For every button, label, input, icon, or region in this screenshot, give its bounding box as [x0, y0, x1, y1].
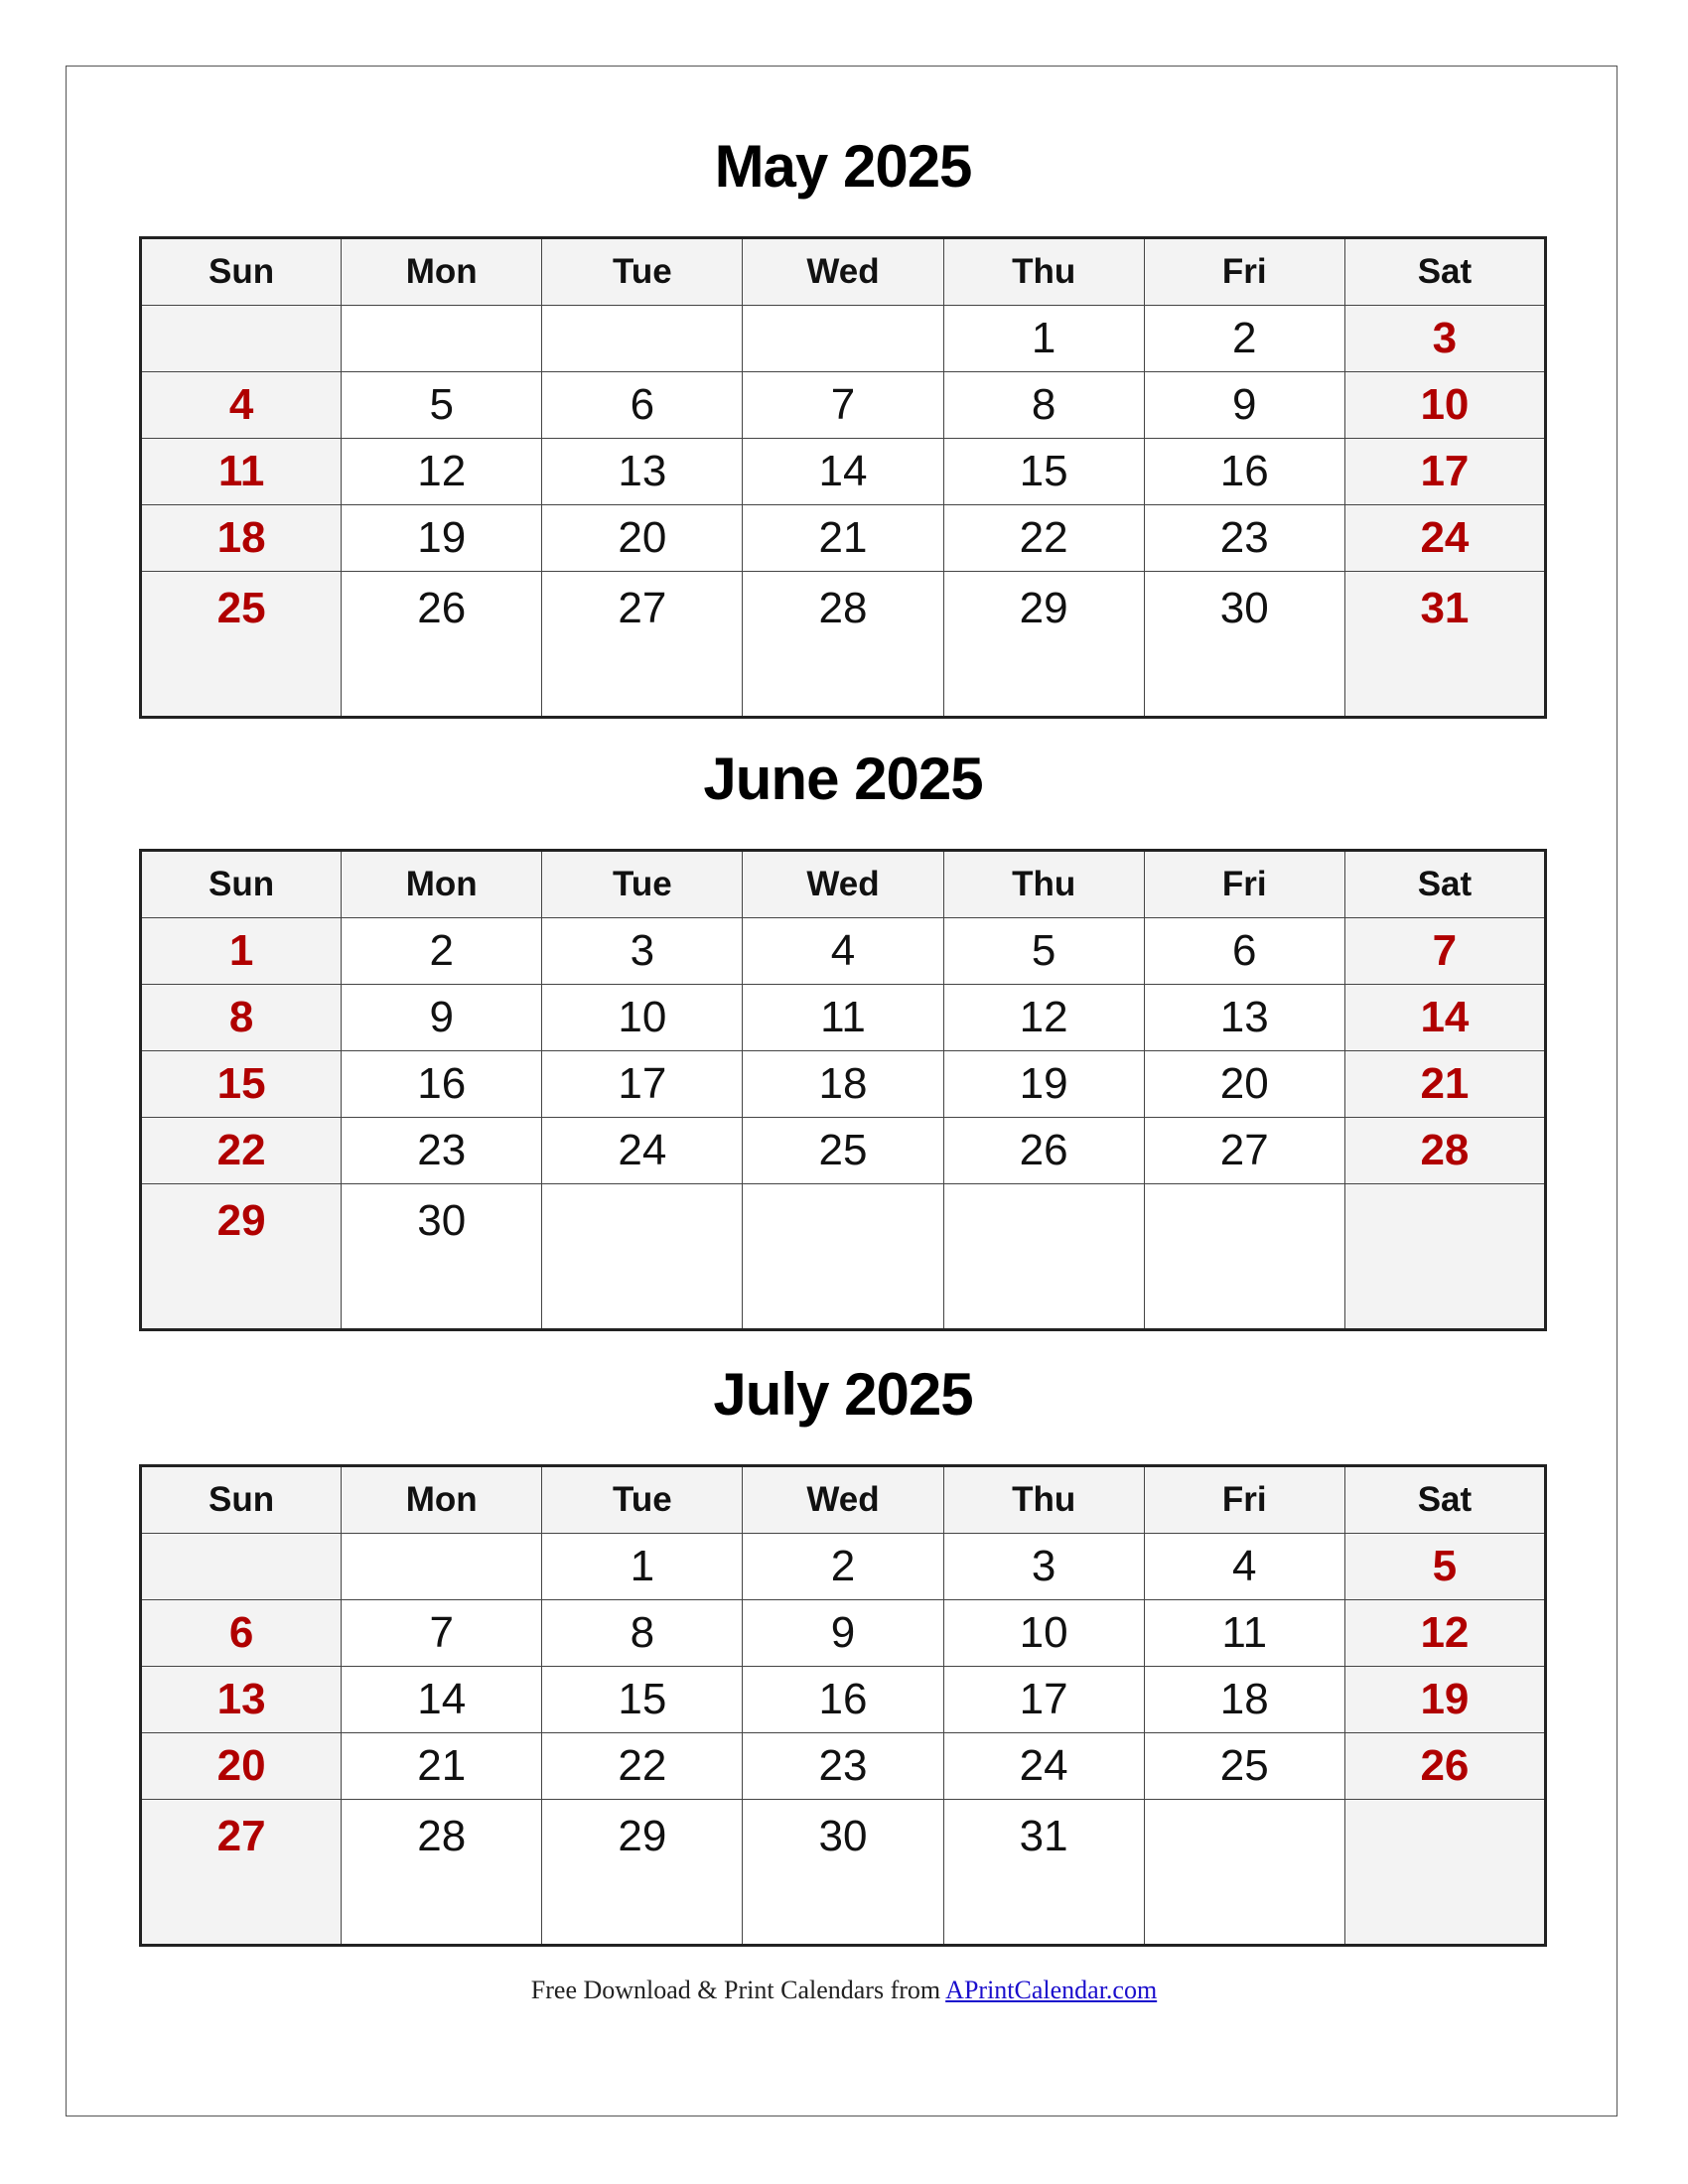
- weekday-header: Wed: [743, 851, 943, 918]
- day-cell: 26: [1344, 1733, 1545, 1800]
- day-cell: 5: [1344, 1534, 1545, 1600]
- weekday-header: Mon: [342, 851, 542, 918]
- day-cell: 24: [943, 1733, 1144, 1800]
- day-cell: 5: [943, 918, 1144, 985]
- day-cell: 23: [342, 1118, 542, 1184]
- day-cell: 14: [1344, 985, 1545, 1051]
- weekday-header: Sat: [1344, 1466, 1545, 1534]
- day-cell: [943, 1184, 1144, 1330]
- weekday-header-row: [141, 238, 1546, 306]
- week-row: [141, 985, 1546, 1051]
- day-cell: 20: [542, 505, 743, 572]
- day-cell: 10: [542, 985, 743, 1051]
- day-cell: 22: [542, 1733, 743, 1800]
- day-cell: 1: [943, 306, 1144, 372]
- weekday-header: Wed: [743, 238, 943, 306]
- day-cell: 23: [1144, 505, 1344, 572]
- day-cell: 2: [342, 918, 542, 985]
- day-cell: 9: [342, 985, 542, 1051]
- day-cell: 13: [141, 1667, 342, 1733]
- day-cell: 2: [743, 1534, 943, 1600]
- day-cell: 12: [342, 439, 542, 505]
- day-cell: [1344, 1800, 1545, 1946]
- week-row: [141, 372, 1546, 439]
- weekday-header: Fri: [1144, 238, 1344, 306]
- month-title: June 2025: [703, 746, 983, 812]
- day-cell: 6: [1144, 918, 1344, 985]
- weekday-header: Tue: [542, 851, 743, 918]
- day-cell: 29: [141, 1184, 342, 1330]
- week-row: [141, 439, 1546, 505]
- day-cell: 6: [542, 372, 743, 439]
- week-row: [141, 1118, 1546, 1184]
- day-cell: [1144, 1800, 1344, 1946]
- day-cell: 20: [1144, 1051, 1344, 1118]
- day-cell: 28: [743, 572, 943, 718]
- day-cell: 10: [943, 1600, 1144, 1667]
- month-block: [139, 119, 1547, 719]
- day-cell: [542, 1184, 743, 1330]
- day-cell: 30: [1144, 572, 1344, 718]
- day-cell: 5: [342, 372, 542, 439]
- month-grid: [139, 1464, 1547, 1947]
- day-cell: 3: [943, 1534, 1144, 1600]
- month-block: [139, 732, 1547, 1331]
- day-cell: 21: [342, 1733, 542, 1800]
- day-cell: 18: [141, 505, 342, 572]
- day-cell: [141, 306, 342, 372]
- day-cell: 22: [141, 1118, 342, 1184]
- weekday-header: Thu: [943, 851, 1144, 918]
- day-cell: 1: [542, 1534, 743, 1600]
- day-cell: 8: [542, 1600, 743, 1667]
- weekday-header: Sun: [141, 238, 342, 306]
- day-cell: 25: [141, 572, 342, 718]
- weekday-header: Fri: [1144, 1466, 1344, 1534]
- day-cell: 16: [743, 1667, 943, 1733]
- day-cell: 16: [342, 1051, 542, 1118]
- day-cell: 26: [943, 1118, 1144, 1184]
- day-cell: 8: [943, 372, 1144, 439]
- day-cell: 7: [743, 372, 943, 439]
- day-cell: 13: [1144, 985, 1344, 1051]
- day-cell: [743, 306, 943, 372]
- week-row: [141, 1184, 1546, 1330]
- week-row: [141, 1534, 1546, 1600]
- week-row: [141, 505, 1546, 572]
- week-row: [141, 1733, 1546, 1800]
- week-row: [141, 572, 1546, 718]
- month-grid: [139, 236, 1547, 719]
- weekday-header: Mon: [342, 1466, 542, 1534]
- weekday-header: Sun: [141, 851, 342, 918]
- footer-link[interactable]: APrintCalendar.com: [945, 1976, 1158, 2004]
- weekday-header: Sat: [1344, 238, 1545, 306]
- footer-text: Free Download & Print Calendars from: [530, 1976, 946, 2004]
- week-row: [141, 1667, 1546, 1733]
- month-block: [139, 1347, 1547, 1947]
- weekday-header: Sun: [141, 1466, 342, 1534]
- day-cell: 28: [1344, 1118, 1545, 1184]
- day-cell: 26: [342, 572, 542, 718]
- day-cell: 25: [1144, 1733, 1344, 1800]
- day-cell: 21: [1344, 1051, 1545, 1118]
- day-cell: 15: [542, 1667, 743, 1733]
- day-cell: 19: [943, 1051, 1144, 1118]
- day-cell: 25: [743, 1118, 943, 1184]
- day-cell: 3: [1344, 306, 1545, 372]
- day-cell: 31: [943, 1800, 1144, 1946]
- week-row: [141, 1051, 1546, 1118]
- day-cell: 1: [141, 918, 342, 985]
- day-cell: [542, 306, 743, 372]
- day-cell: 31: [1344, 572, 1545, 718]
- day-cell: 9: [1144, 372, 1344, 439]
- weekday-header: Wed: [743, 1466, 943, 1534]
- day-cell: 7: [342, 1600, 542, 1667]
- day-cell: [141, 1534, 342, 1600]
- weekday-header: Thu: [943, 1466, 1144, 1534]
- day-cell: 27: [141, 1800, 342, 1946]
- day-cell: 20: [141, 1733, 342, 1800]
- day-cell: 7: [1344, 918, 1545, 985]
- day-cell: 29: [542, 1800, 743, 1946]
- day-cell: 15: [943, 439, 1144, 505]
- month-grid: [139, 849, 1547, 1331]
- weekday-header: Tue: [542, 1466, 743, 1534]
- day-cell: [342, 306, 542, 372]
- day-cell: 17: [542, 1051, 743, 1118]
- weekday-header: Tue: [542, 238, 743, 306]
- weekday-header-row: [141, 851, 1546, 918]
- day-cell: 17: [1344, 439, 1545, 505]
- week-row: [141, 1800, 1546, 1946]
- day-cell: 27: [1144, 1118, 1344, 1184]
- weekday-header: Fri: [1144, 851, 1344, 918]
- day-cell: 19: [1344, 1667, 1545, 1733]
- day-cell: 18: [743, 1051, 943, 1118]
- day-cell: 11: [743, 985, 943, 1051]
- week-row: [141, 306, 1546, 372]
- month-title: May 2025: [714, 133, 972, 200]
- day-cell: 4: [141, 372, 342, 439]
- day-cell: 14: [743, 439, 943, 505]
- day-cell: 13: [542, 439, 743, 505]
- day-cell: 12: [943, 985, 1144, 1051]
- day-cell: 15: [141, 1051, 342, 1118]
- month-title: July 2025: [713, 1361, 973, 1428]
- day-cell: 4: [743, 918, 943, 985]
- day-cell: 4: [1144, 1534, 1344, 1600]
- day-cell: 2: [1144, 306, 1344, 372]
- weekday-header: Thu: [943, 238, 1144, 306]
- day-cell: 9: [743, 1600, 943, 1667]
- day-cell: 29: [943, 572, 1144, 718]
- day-cell: 18: [1144, 1667, 1344, 1733]
- week-row: [141, 918, 1546, 985]
- day-cell: 30: [342, 1184, 542, 1330]
- day-cell: 8: [141, 985, 342, 1051]
- weekday-header: Mon: [342, 238, 542, 306]
- day-cell: 23: [743, 1733, 943, 1800]
- day-cell: [743, 1184, 943, 1330]
- day-cell: 3: [542, 918, 743, 985]
- week-row: [141, 1600, 1546, 1667]
- day-cell: [1144, 1184, 1344, 1330]
- day-cell: 22: [943, 505, 1144, 572]
- day-cell: 16: [1144, 439, 1344, 505]
- day-cell: 17: [943, 1667, 1144, 1733]
- day-cell: 10: [1344, 372, 1545, 439]
- day-cell: 27: [542, 572, 743, 718]
- day-cell: 14: [342, 1667, 542, 1733]
- day-cell: 24: [1344, 505, 1545, 572]
- day-cell: 11: [141, 439, 342, 505]
- day-cell: 30: [743, 1800, 943, 1946]
- footer: [0, 1976, 1688, 2005]
- day-cell: 24: [542, 1118, 743, 1184]
- day-cell: 11: [1144, 1600, 1344, 1667]
- weekday-header: Sat: [1344, 851, 1545, 918]
- day-cell: 6: [141, 1600, 342, 1667]
- weekday-header-row: [141, 1466, 1546, 1534]
- day-cell: 12: [1344, 1600, 1545, 1667]
- day-cell: 19: [342, 505, 542, 572]
- day-cell: [342, 1534, 542, 1600]
- day-cell: [1344, 1184, 1545, 1330]
- day-cell: 28: [342, 1800, 542, 1946]
- day-cell: 21: [743, 505, 943, 572]
